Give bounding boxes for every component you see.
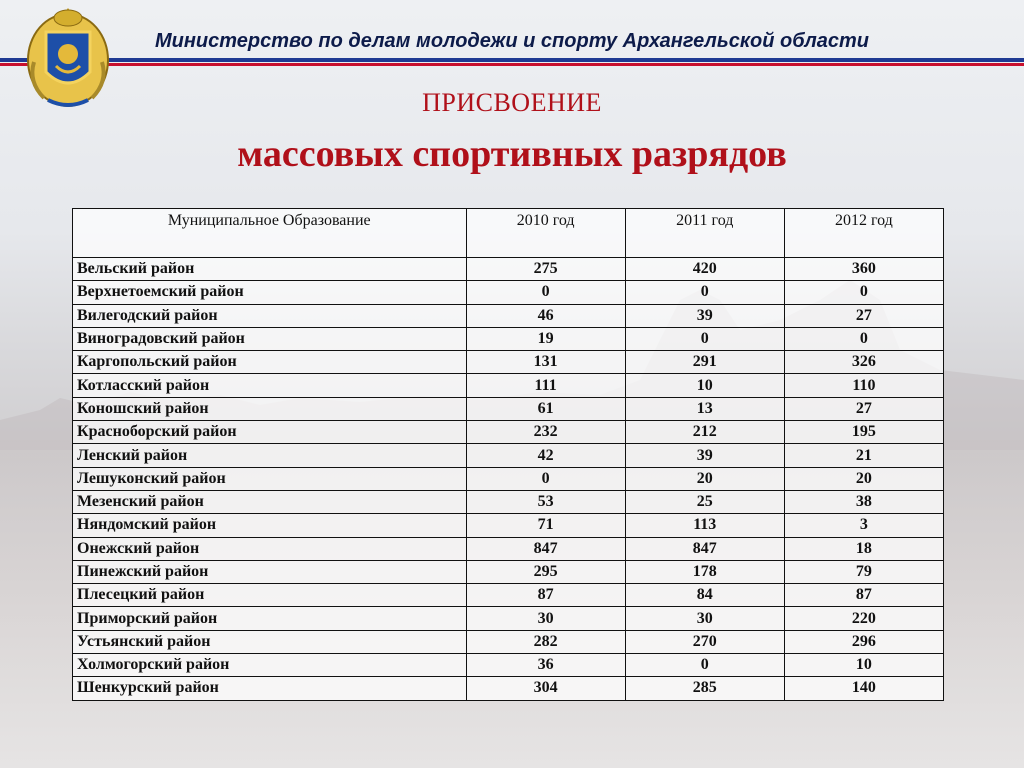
municipality-cell: Онежский район: [73, 537, 467, 560]
value-2011-cell: 270: [625, 630, 784, 653]
table-row: [73, 537, 944, 560]
municipality-cell: Няндомский район: [73, 514, 467, 537]
value-2012-cell: 10: [784, 654, 943, 677]
header-2010: 2010 год: [466, 209, 625, 258]
table-row: [73, 327, 944, 350]
table-row: [73, 467, 944, 490]
value-2010-cell: 275: [466, 258, 625, 281]
value-2011-cell: 178: [625, 560, 784, 583]
value-2011-cell: 847: [625, 537, 784, 560]
table-row: [73, 630, 944, 653]
table-row: [73, 584, 944, 607]
header-municipality: Муниципальное Образование: [73, 209, 467, 258]
value-2010-cell: 131: [466, 351, 625, 374]
header-2012: 2012 год: [784, 209, 943, 258]
table-row: [73, 444, 944, 467]
header-stripe-red: [0, 63, 1024, 66]
municipality-cell: Лешуконский район: [73, 467, 467, 490]
value-2010-cell: 295: [466, 560, 625, 583]
value-2011-cell: 0: [625, 281, 784, 304]
value-2011-cell: 84: [625, 584, 784, 607]
table-row: [73, 304, 944, 327]
value-2010-cell: 87: [466, 584, 625, 607]
municipality-cell: Плесецкий район: [73, 584, 467, 607]
value-2010-cell: 71: [466, 514, 625, 537]
municipality-cell: Приморский район: [73, 607, 467, 630]
page-title-line1: ПРИСВОЕНИЕ: [422, 88, 602, 117]
value-2010-cell: 53: [466, 490, 625, 513]
table-row: [73, 421, 944, 444]
ministry-title: Министерство по делам молодежи и спорту Архангельской области: [154, 30, 870, 52]
value-2012-cell: 21: [784, 444, 943, 467]
value-2011-cell: 212: [625, 421, 784, 444]
header-stripe-blue: [0, 58, 1024, 62]
municipality-cell: Ленский район: [73, 444, 467, 467]
value-2010-cell: 0: [466, 281, 625, 304]
value-2012-cell: 79: [784, 560, 943, 583]
table-row: [73, 654, 944, 677]
table-row: [73, 281, 944, 304]
value-2010-cell: 36: [466, 654, 625, 677]
value-2011-cell: 420: [625, 258, 784, 281]
value-2012-cell: 27: [784, 304, 943, 327]
table-row: [73, 677, 944, 700]
table-row: [73, 560, 944, 583]
value-2010-cell: 282: [466, 630, 625, 653]
value-2010-cell: 111: [466, 374, 625, 397]
value-2010-cell: 61: [466, 397, 625, 420]
value-2011-cell: 30: [625, 607, 784, 630]
value-2012-cell: 326: [784, 351, 943, 374]
table-row: [73, 397, 944, 420]
value-2012-cell: 3: [784, 514, 943, 537]
value-2012-cell: 296: [784, 630, 943, 653]
value-2011-cell: 25: [625, 490, 784, 513]
municipality-cell: Мезенский район: [73, 490, 467, 513]
value-2011-cell: 291: [625, 351, 784, 374]
value-2011-cell: 20: [625, 467, 784, 490]
municipality-cell: Котласский район: [73, 374, 467, 397]
value-2012-cell: 220: [784, 607, 943, 630]
municipality-cell: Вельский район: [73, 258, 467, 281]
value-2011-cell: 39: [625, 304, 784, 327]
value-2012-cell: 0: [784, 281, 943, 304]
value-2011-cell: 285: [625, 677, 784, 700]
value-2011-cell: 39: [625, 444, 784, 467]
municipality-cell: Каргопольский район: [73, 351, 467, 374]
value-2010-cell: 304: [466, 677, 625, 700]
value-2012-cell: 110: [784, 374, 943, 397]
header-2011: 2011 год: [625, 209, 784, 258]
table-row: [73, 351, 944, 374]
value-2012-cell: 0: [784, 327, 943, 350]
value-2012-cell: 87: [784, 584, 943, 607]
value-2012-cell: 360: [784, 258, 943, 281]
value-2012-cell: 38: [784, 490, 943, 513]
municipality-cell: Коношский район: [73, 397, 467, 420]
table-row: [73, 374, 944, 397]
value-2011-cell: 13: [625, 397, 784, 420]
value-2012-cell: 195: [784, 421, 943, 444]
municipality-cell: Устьянский район: [73, 630, 467, 653]
value-2012-cell: 140: [784, 677, 943, 700]
municipality-cell: Пинежский район: [73, 560, 467, 583]
value-2011-cell: 0: [625, 327, 784, 350]
value-2010-cell: 0: [466, 467, 625, 490]
municipality-cell: Виноградовский район: [73, 327, 467, 350]
table-row: [73, 490, 944, 513]
value-2010-cell: 232: [466, 421, 625, 444]
municipality-cell: Красноборский район: [73, 421, 467, 444]
value-2012-cell: 20: [784, 467, 943, 490]
municipality-cell: Верхнетоемский район: [73, 281, 467, 304]
value-2011-cell: 113: [625, 514, 784, 537]
table-row: [73, 607, 944, 630]
value-2011-cell: 10: [625, 374, 784, 397]
value-2010-cell: 46: [466, 304, 625, 327]
table-row: [73, 514, 944, 537]
municipality-cell: Холмогорский район: [73, 654, 467, 677]
municipality-cell: Вилегодский район: [73, 304, 467, 327]
table-header-row: [73, 209, 944, 258]
table-body: [73, 258, 944, 701]
value-2010-cell: 847: [466, 537, 625, 560]
value-2011-cell: 0: [625, 654, 784, 677]
value-2012-cell: 27: [784, 397, 943, 420]
value-2010-cell: 30: [466, 607, 625, 630]
municipality-cell: Шенкурский район: [73, 677, 467, 700]
value-2010-cell: 19: [466, 327, 625, 350]
table-row: [73, 258, 944, 281]
sport-ranks-table: [72, 208, 944, 701]
value-2012-cell: 18: [784, 537, 943, 560]
page-title-line2: массовых спортивных разрядов: [237, 133, 787, 175]
value-2010-cell: 42: [466, 444, 625, 467]
